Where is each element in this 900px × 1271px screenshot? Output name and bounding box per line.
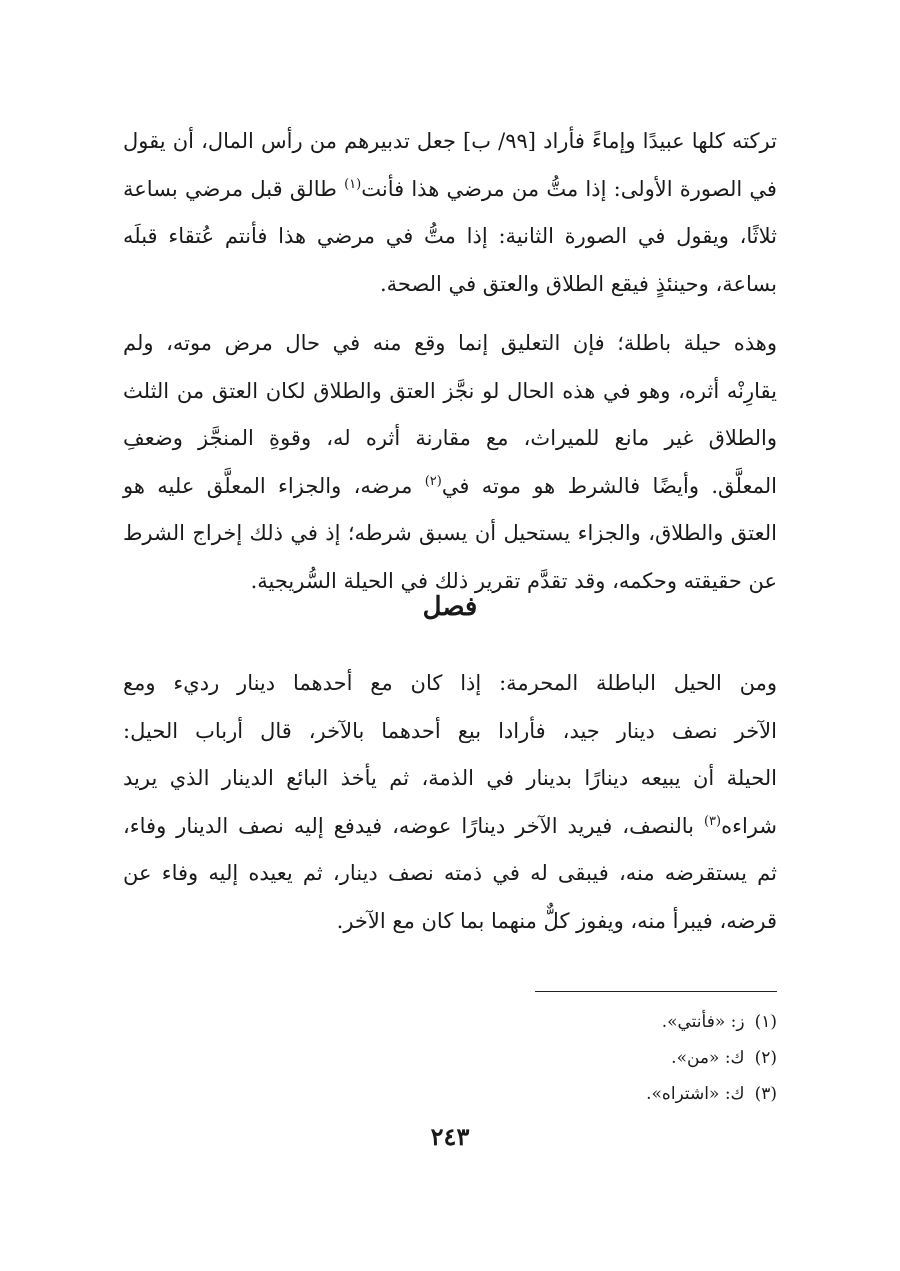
line-text: مرضه، والجزاء المعلَّق عليه هو <box>123 473 425 498</box>
footnote-divider <box>535 991 777 992</box>
paragraph-line: تركته كلها عبيدًا وإماءً فأراد [٩٩/ ب] جعل تدبيرهم من رأس المال، أن يقول <box>123 129 777 153</box>
paragraph-line: ثم يستقرضه منه، فيبقى له في ذمته نصف دينار، ثم يعيده إليه وفاء عن <box>123 861 777 885</box>
footnote-text: ك: «من». <box>671 1048 745 1068</box>
paragraph-line: ومن الحيل الباطلة المحرمة: إذا كان مع أحدهما دينار رديء ومع <box>123 671 777 695</box>
footnote-item <box>277 1076 777 1112</box>
paragraph-line: بساعة، وحينئذٍ فيقع الطلاق والعتق في الصحة. <box>379 271 777 296</box>
line-text: بالنصف، فيريد الآخر دينارًا عوضه، فيدفع إليه نصف الدينار وفاء، <box>123 813 704 838</box>
line-text: طالق قبل مرضي بساعة <box>123 176 345 201</box>
footnote-marker: (١) <box>344 176 362 192</box>
page-number: ٢٤٣ <box>430 1122 470 1151</box>
footnote-item <box>277 1004 777 1040</box>
footnote-text: ك: «اشتراه». <box>646 1084 745 1104</box>
footnote-item <box>277 1040 777 1076</box>
line-text: شراءه <box>721 813 777 838</box>
paragraph-line: ثلاثًا، ويقول في الصورة الثانية: إذا متُّ في مرضي هذا فأنتم عُتقاء قبلَه <box>123 224 777 248</box>
footnote-text: ز: «فأنتي». <box>661 1012 745 1032</box>
paragraph-line <box>123 803 777 851</box>
paragraph-line: يقارِنْه أثره، وهو في هذه الحال لو نجَّز العتق والطلاق لكان العتق من الثلث <box>123 378 777 403</box>
paragraph-line: الآخر نصف دينار جيد، فأرادا بيع أحدهما بالآخر، قال أرباب الحيل: <box>123 718 777 743</box>
paragraph-1 <box>123 118 777 308</box>
section-heading: فصل <box>422 592 478 622</box>
paragraph-line: والطلاق غير مانع للميراث، مع مقارنة أثره له، وقوةِ المنجَّز وضعفِ <box>123 426 777 450</box>
paragraph-line <box>123 166 777 214</box>
paragraph-line: وهذه حيلة باطلة؛ فإن التعليق إنما وقع منه في حال مرض موته، ولم <box>123 331 777 355</box>
paragraph-line: عن حقيقته وحكمه، وقد تقدَّم تقرير ذلك في الحيلة السُّريجية. <box>250 568 777 593</box>
paragraph-3 <box>123 660 777 945</box>
paragraph-2 <box>123 320 777 605</box>
footnote-number: (٣) <box>754 1084 777 1104</box>
paragraph-line: العتق والطلاق، والجزاء يستحيل أن يسبق شرطه؛ إذ في ذلك إخراج الشرط <box>123 521 777 545</box>
line-text: المعلَّق. وأيضًا فالشرط هو موته في <box>441 473 777 498</box>
footnote-number: (١) <box>754 1012 777 1032</box>
paragraph-line: الحيلة أن يبيعه دينارًا بدينار في الذمة، ثم يأخذ البائع الدينار الذي يريد <box>123 766 777 790</box>
footnote-marker: (٣) <box>703 813 722 829</box>
line-text: في الصورة الأولى: إذا متُّ من مرضي هذا فأنت <box>361 176 777 201</box>
footnote-number: (٢) <box>754 1048 777 1068</box>
paragraph-line: قرضه، فيبرأ منه، ويفوز كلٌّ منهما بما كان مع الآخر. <box>336 908 777 933</box>
footnote-marker: (٢) <box>424 473 442 489</box>
paragraph-line <box>123 463 777 511</box>
footnotes <box>277 1004 777 1112</box>
